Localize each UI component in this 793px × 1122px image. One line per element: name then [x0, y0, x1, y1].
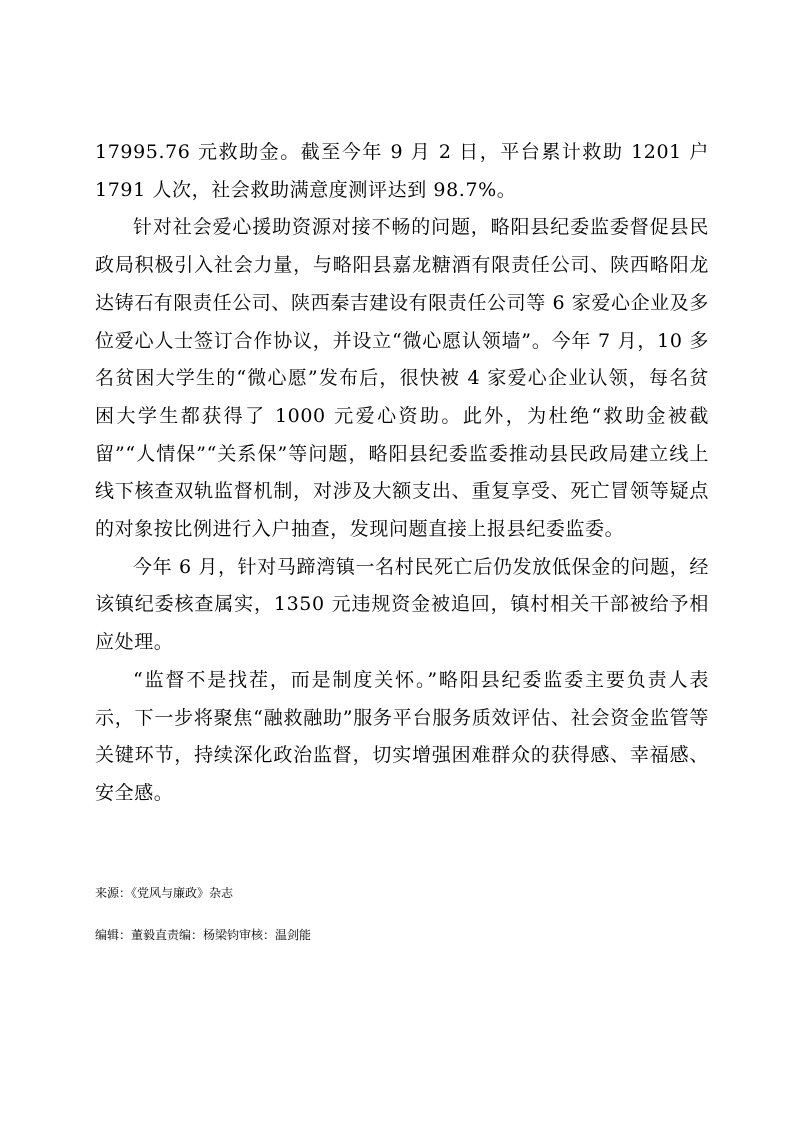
- source-line: 来源：《党风与廉政》杂志: [95, 886, 234, 900]
- article-body: [95, 134, 709, 813]
- paragraph-continuation: 17995.76 元救助金。截至今年 9 月 2 日，平台累计救助 1201 户 1791 人次，社会救助满意度测评达到 98.7%。: [95, 141, 709, 201]
- editors-line: 编辑：董毅直责编：杨梁钧审核：温剑能: [95, 928, 312, 942]
- paragraph-closing-quote: “监督不是找茬，而是制度关怀。”略阳县纪委监委主要负责人表示，下一步将聚焦“融救融助”服务平台服务质效评估、社会资金监管等关键环节，持续深化政治监督，切实增强困难群众的获得感、幸福感、安全感。: [95, 668, 709, 804]
- paragraph-charity-resources: 针对社会爱心援助资源对接不畅的问题，略阳县纪委监委督促县民政局积极引入社会力量，与略阳县嘉龙糖酒有限责任公司、陕西略阳龙达铸石有限责任公司、陕西秦吉建设有限责任公司等 6 家爱心企业及多位爱心人士签订合作协议，并设立“微心愿认领墙”。今年 7 月，10 多名贫困大学生的“微心愿”发布后，很快被 4 家爱心企业认领，每名贫困大学生都获得了 1000 元爱心资助。此外，为杜绝“救助金被截留”“人情保”“关系保”等问题，略阳县纪委监委推动县民政局建立线上线下核查双轨监督机制，对涉及大额支出、重复享受、死亡冒领等疑点的对象按比例进行入户抽查，发现问题直接上报县纪委监委。: [95, 216, 709, 541]
- paragraph-matiwan-case: 今年 6 月，针对马蹄湾镇一名村民死亡后仍发放低保金的问题，经该镇纪委核查属实，1350 元违规资金被追回，镇村相关干部被给予相应处理。: [95, 555, 709, 654]
